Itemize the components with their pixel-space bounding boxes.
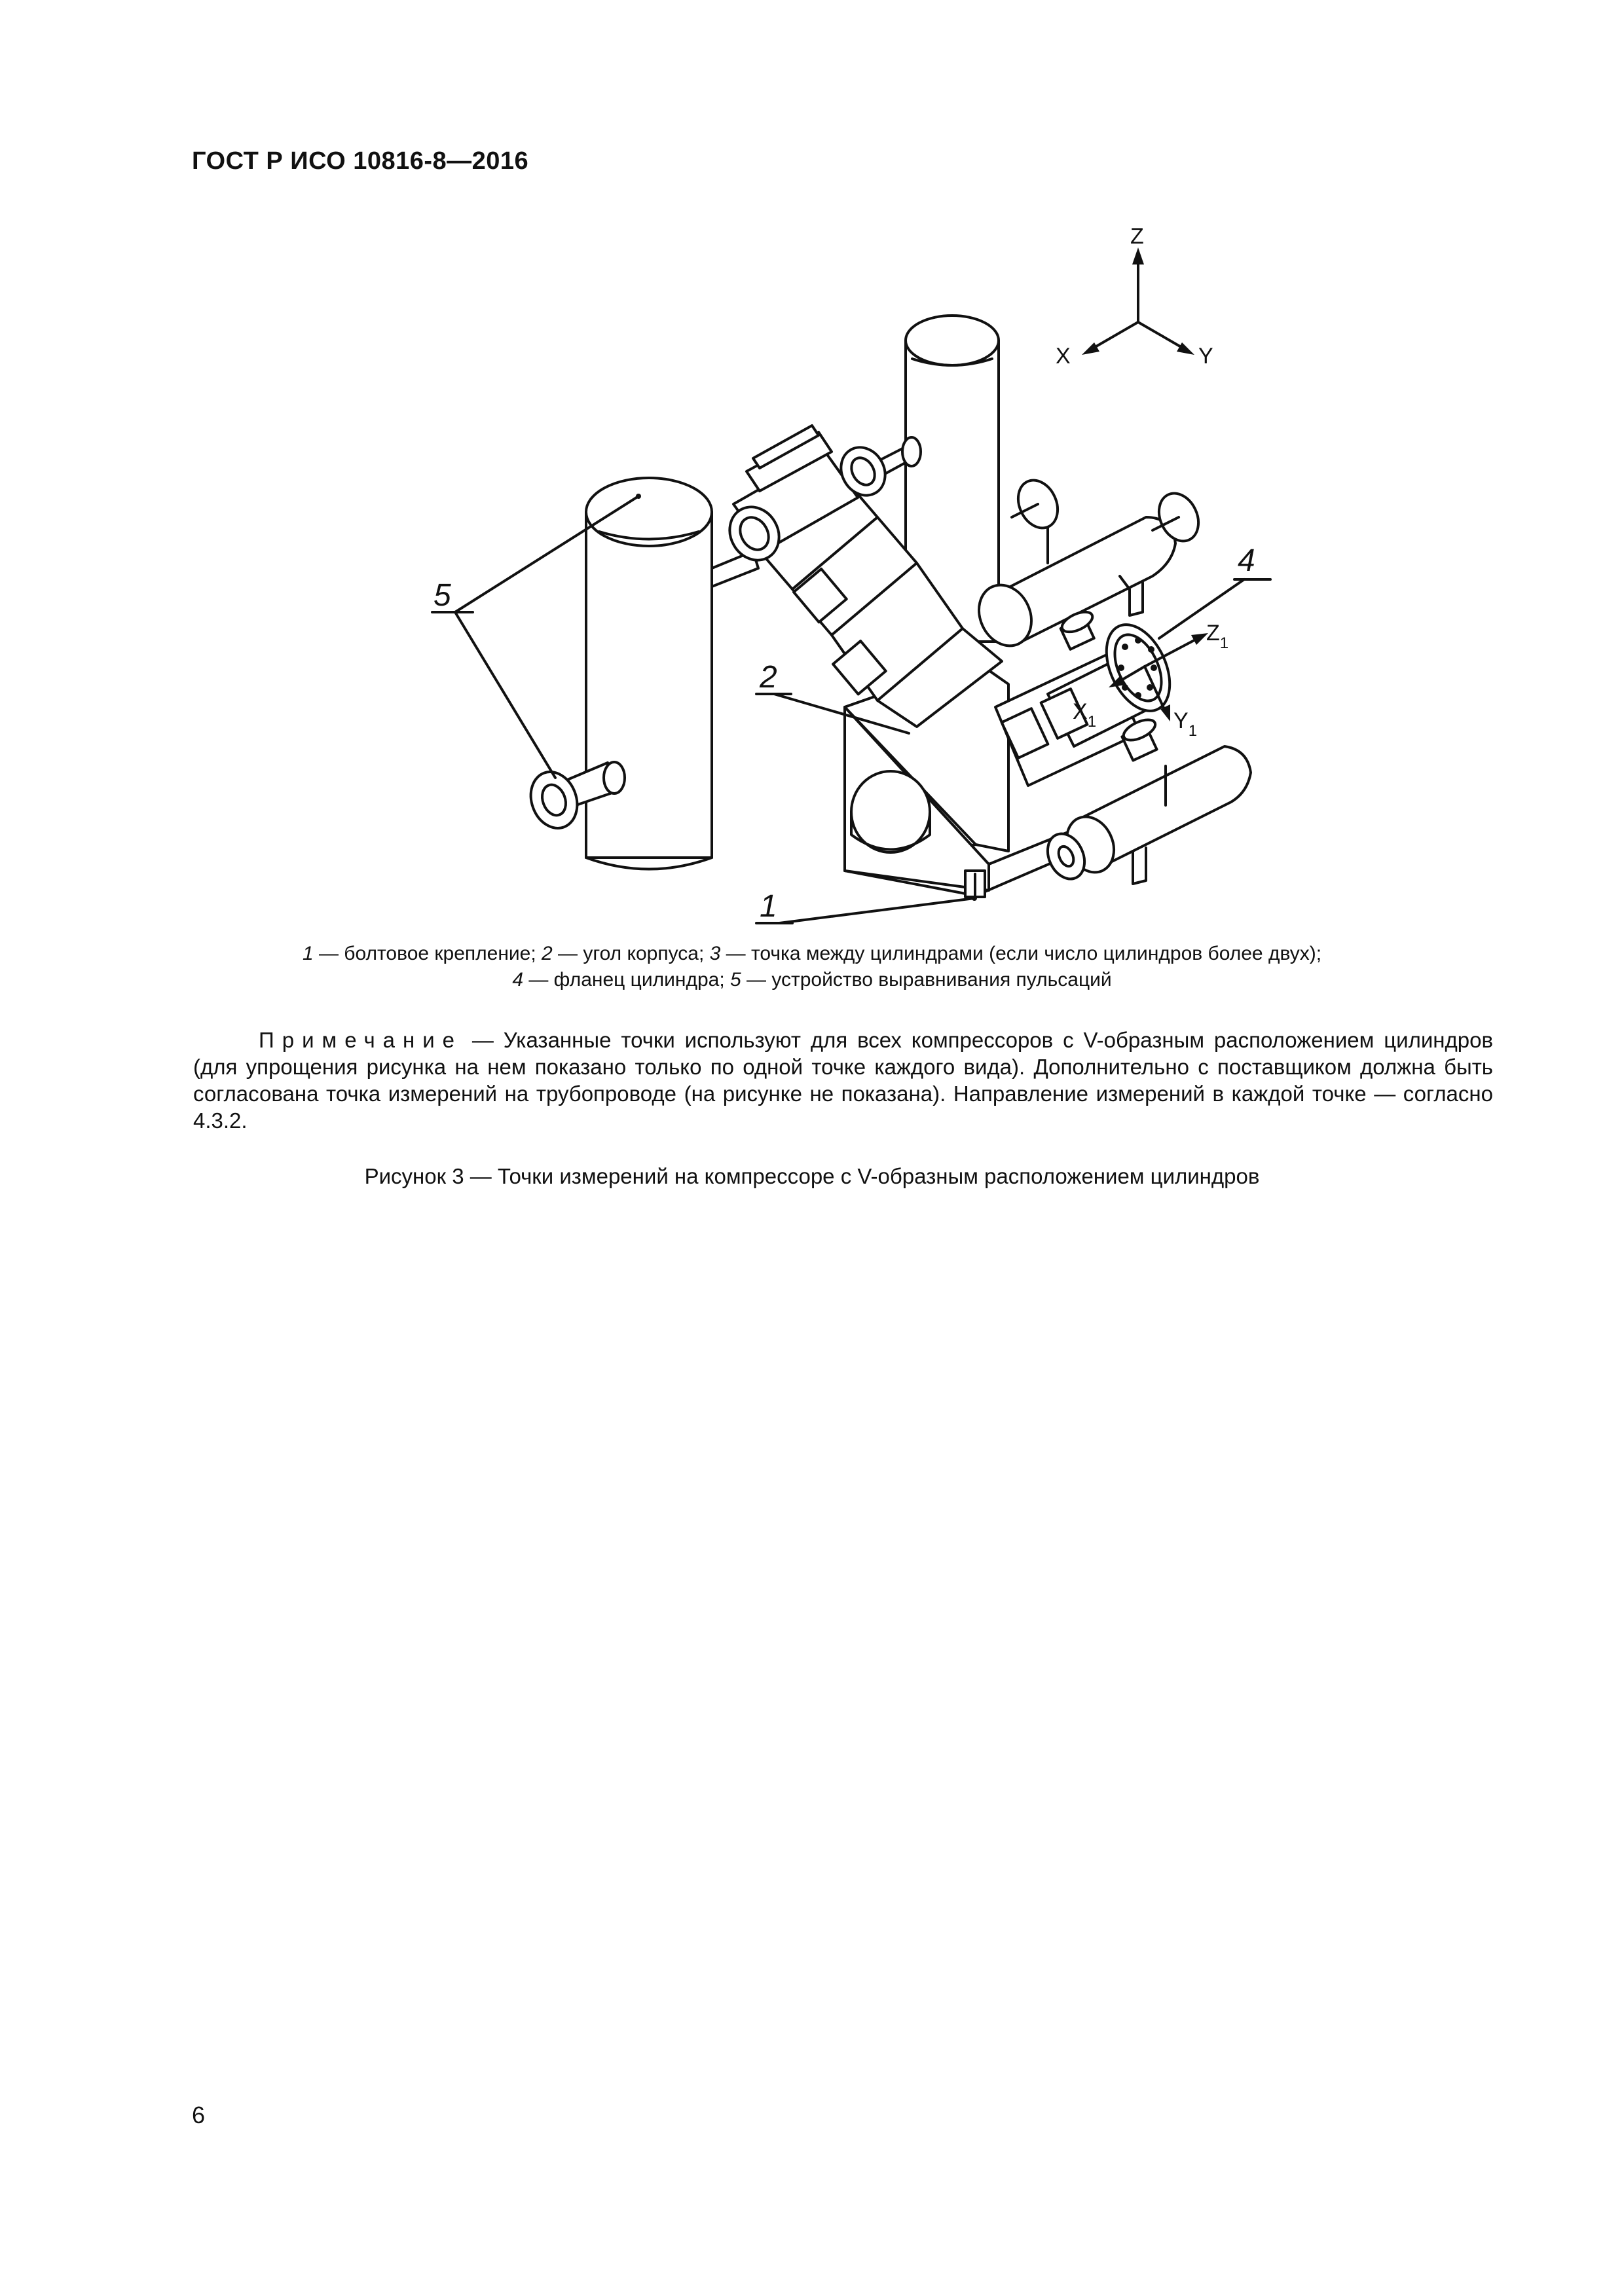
legend-text-5: — устройство выравнивания пульсаций bbox=[741, 969, 1112, 991]
figure-caption: Рисунок 3 — Точки измерений на компрессоре с V-образным расположением цилиндров bbox=[364, 1164, 1260, 1188]
legend-text-3: — точка между цилиндрами (если число цилиндров более двух); bbox=[720, 943, 1322, 964]
local-axis-z-label: $Z_1$ bbox=[1206, 621, 1229, 652]
compressor-figure bbox=[0, 0, 1624, 930]
legend-text-1: — болтовое крепление; bbox=[313, 943, 542, 964]
callout-5-label: 5 bbox=[434, 578, 451, 613]
local-axis-y-label: $Y_1$ bbox=[1173, 708, 1198, 740]
legend-num-5: 5 bbox=[729, 969, 741, 991]
right-cylinder-bank bbox=[969, 474, 1251, 885]
callout-2-label: 2 bbox=[760, 660, 777, 695]
legend-num-4: 4 bbox=[512, 969, 524, 991]
legend-num-2: 2 bbox=[542, 943, 553, 964]
legend-text-4: — фланец цилиндра; bbox=[523, 969, 730, 991]
legend-text-2: — угол корпуса; bbox=[552, 943, 710, 964]
figure-legend-line-2 bbox=[157, 967, 1467, 993]
page-number: 6 bbox=[192, 2102, 206, 2128]
axis-x-label: X bbox=[1056, 344, 1071, 369]
standard-header: ГОСТ Р ИСО 10816-8—2016 bbox=[192, 147, 529, 175]
axis-z-label: Z bbox=[1130, 224, 1144, 249]
legend-num-1: 1 bbox=[302, 943, 314, 964]
global-axes bbox=[1056, 224, 1213, 369]
compressor-drawing bbox=[0, 0, 1624, 930]
local-axis-x-label: $X_1$ bbox=[1073, 699, 1097, 731]
axis-y-label: Y bbox=[1198, 344, 1213, 369]
callout-1-label: 1 bbox=[760, 889, 777, 924]
figure-legend-line-1 bbox=[157, 941, 1467, 967]
callout-1 bbox=[756, 889, 977, 924]
callout-4-label: 4 bbox=[1238, 543, 1255, 578]
legend-num-3: 3 bbox=[709, 943, 721, 964]
figure-note bbox=[193, 1027, 1493, 1134]
front-dampener bbox=[523, 478, 758, 869]
note-label: Примечание bbox=[259, 1028, 463, 1052]
note-text: — Указанные точки используют для всех компрессоров с V-образным расположением цилиндров (для упрощения рисунка на нем показано только по одной точке каждого вида). Дополнительно с поставщиком должна быть согласована точка измерений на трубопроводе (на рисунке не показана). Направление измерений в каждой точке — согласно 4.3.2. bbox=[193, 1028, 1493, 1133]
